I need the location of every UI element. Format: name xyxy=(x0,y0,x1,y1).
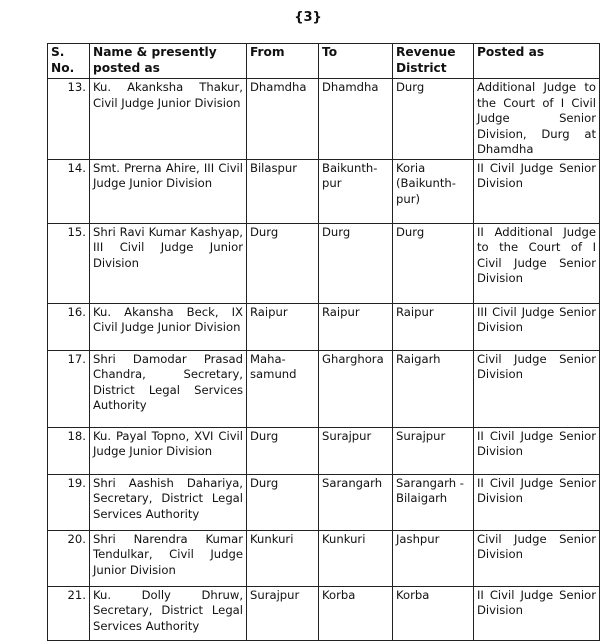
header-row xyxy=(48,44,600,79)
cell-district: Raipur xyxy=(393,303,474,350)
cell-sno: 16. xyxy=(48,303,90,350)
cell-district: Korba xyxy=(393,586,474,640)
cell-sno: 17. xyxy=(48,350,90,427)
cell-sno: 18. xyxy=(48,427,90,474)
cell-sno: 13. xyxy=(48,79,90,160)
page-number: {3} xyxy=(294,10,322,25)
table-row xyxy=(48,586,600,640)
cell-to: Durg xyxy=(319,223,393,303)
cell-district: Durg xyxy=(393,223,474,303)
cell-district: Raigarh xyxy=(393,350,474,427)
cell-to: Raipur xyxy=(319,303,393,350)
cell-posted: II Civil Judge Senior Division xyxy=(474,586,600,640)
cell-district: Koria (Baikunth-pur) xyxy=(393,159,474,223)
cell-district: Jashpur xyxy=(393,530,474,586)
cell-from: Bilaspur xyxy=(247,159,319,223)
cell-posted: II Civil Judge Senior Division xyxy=(474,474,600,530)
cell-from: Maha-samund xyxy=(247,350,319,427)
cell-posted: III Civil Judge Senior Division xyxy=(474,303,600,350)
cell-to: Gharghora xyxy=(319,350,393,427)
table-row xyxy=(48,350,600,427)
header-to: To xyxy=(319,44,393,79)
header-name: Name & presently posted as xyxy=(90,44,247,79)
cell-name: Ku. Dolly Dhruw, Secretary, District Legal Services Authority xyxy=(90,586,247,640)
cell-posted: Civil Judge Senior Division xyxy=(474,350,600,427)
cell-from: Raipur xyxy=(247,303,319,350)
header-district: Revenue District xyxy=(393,44,474,79)
table-row xyxy=(48,303,600,350)
cell-sno: 15. xyxy=(48,223,90,303)
table-row xyxy=(48,530,600,586)
cell-posted: II Civil Judge Senior Division xyxy=(474,427,600,474)
cell-sno: 19. xyxy=(48,474,90,530)
header-from: From xyxy=(247,44,319,79)
cell-name: Ku. Payal Topno, XVI Civil Judge Junior Division xyxy=(90,427,247,474)
cell-sno: 21. xyxy=(48,586,90,640)
cell-name: Ku. Akanksha Thakur, Civil Judge Junior Division xyxy=(90,79,247,160)
cell-from: Dhamdha xyxy=(247,79,319,160)
cell-posted: II Additional Judge to the Court of I Civil Judge Senior Division xyxy=(474,223,600,303)
cell-name: Ku. Akansha Beck, IX Civil Judge Junior Division xyxy=(90,303,247,350)
cell-to: Baikunth-pur xyxy=(319,159,393,223)
cell-district: Sarangarh - Bilaigarh xyxy=(393,474,474,530)
cell-name: Smt. Prerna Ahire, III Civil Judge Junior Division xyxy=(90,159,247,223)
cell-to: Kunkuri xyxy=(319,530,393,586)
cell-name: Shri Aashish Dahariya, Secretary, District Legal Services Authority xyxy=(90,474,247,530)
cell-name: Shri Narendra Kumar Tendulkar, Civil Judge Junior Division xyxy=(90,530,247,586)
cell-to: Sarangarh xyxy=(319,474,393,530)
cell-from: Surajpur xyxy=(247,586,319,640)
table-row xyxy=(48,223,600,303)
cell-from: Durg xyxy=(247,427,319,474)
cell-to: Korba xyxy=(319,586,393,640)
cell-to: Surajpur xyxy=(319,427,393,474)
header-sno: S. No. xyxy=(48,44,90,79)
cell-sno: 20. xyxy=(48,530,90,586)
header-posted: Posted as xyxy=(474,44,600,79)
cell-from: Durg xyxy=(247,474,319,530)
cell-from: Kunkuri xyxy=(247,530,319,586)
table-row xyxy=(48,474,600,530)
cell-name: Shri Damodar Prasad Chandra, Secretary, District Legal Services Authority xyxy=(90,350,247,427)
cell-sno: 14. xyxy=(48,159,90,223)
cell-to: Dhamdha xyxy=(319,79,393,160)
cell-posted: Civil Judge Senior Division xyxy=(474,530,600,586)
table-row xyxy=(48,427,600,474)
cell-from: Durg xyxy=(247,223,319,303)
cell-posted: II Civil Judge Senior Division xyxy=(474,159,600,223)
cell-district: Durg xyxy=(393,79,474,160)
table-row xyxy=(48,79,600,160)
cell-district: Surajpur xyxy=(393,427,474,474)
table-row xyxy=(48,159,600,223)
transfer-table xyxy=(47,43,600,641)
cell-posted: Additional Judge to the Court of I Civil Judge Senior Division, Durg at Dhamdha xyxy=(474,79,600,160)
cell-name: Shri Ravi Kumar Kashyap, III Civil Judge Junior Division xyxy=(90,223,247,303)
